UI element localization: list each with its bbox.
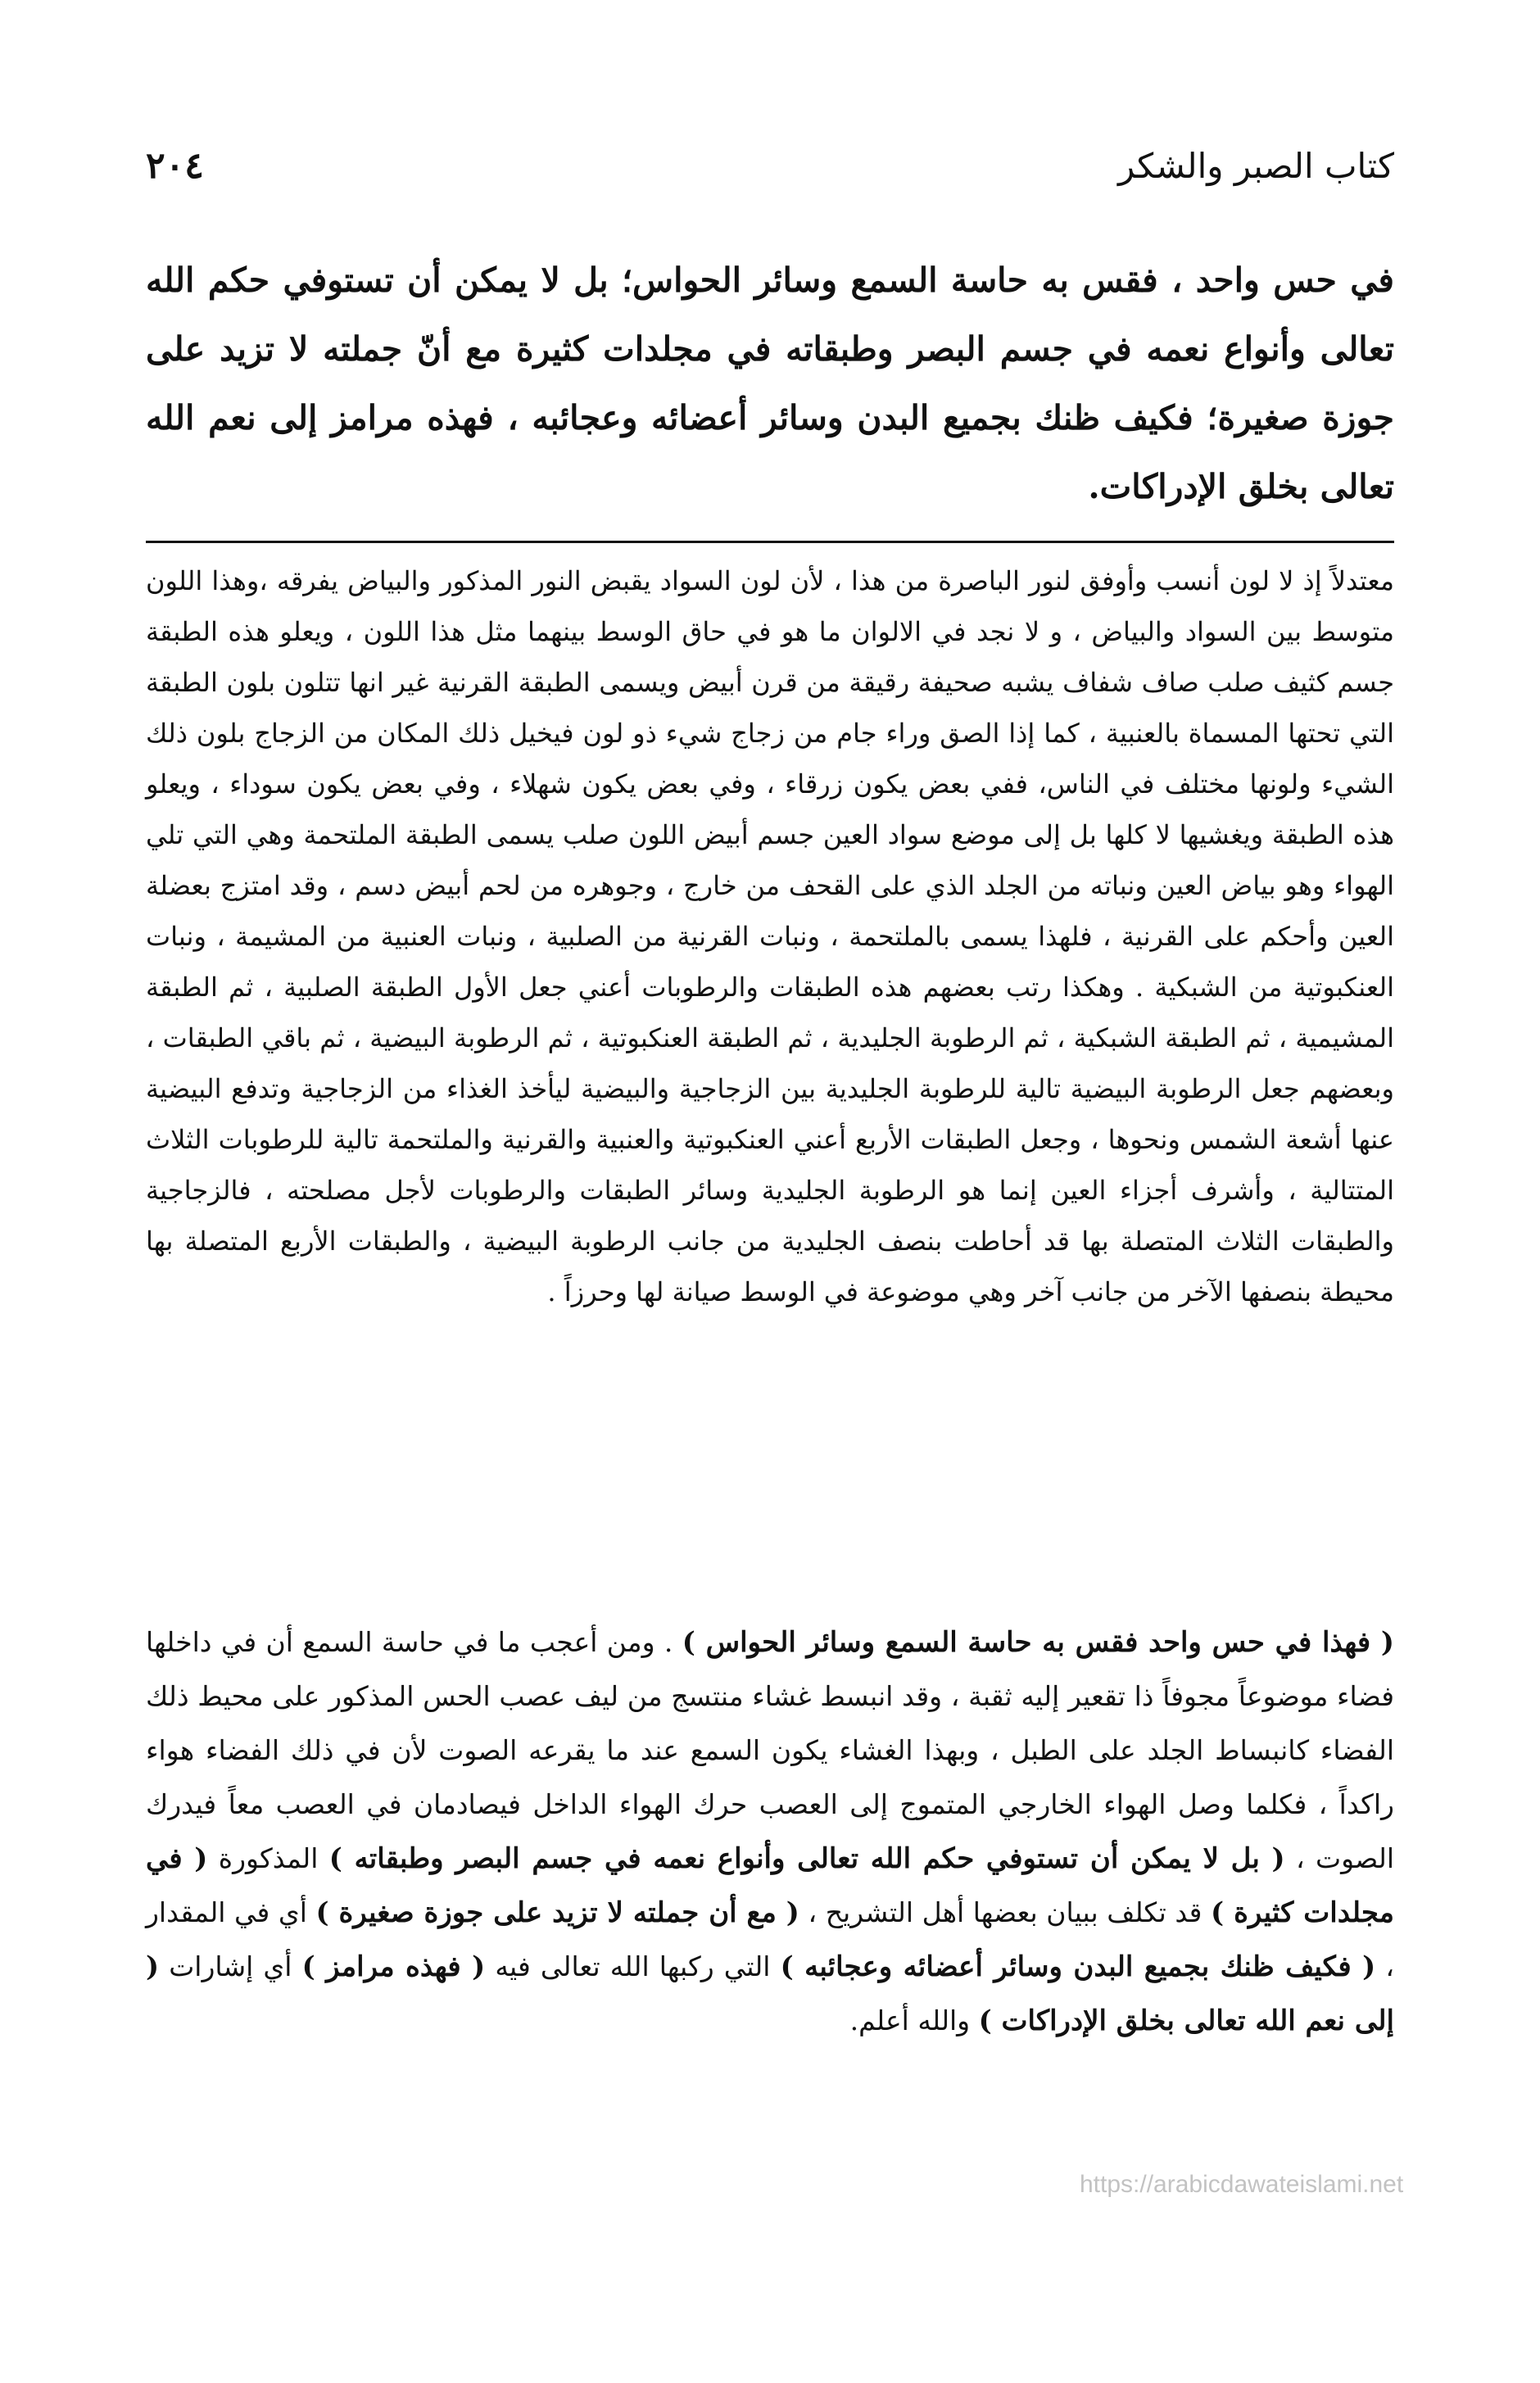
page-number: ٢٠٤ bbox=[146, 145, 204, 187]
quoted-matn: ( فهذا في حس واحد فقس به حاسة السمع وسائر الحواس ) bbox=[682, 1626, 1394, 1659]
quoted-matn: ( فهذه مرامز ) bbox=[301, 1950, 486, 1983]
book-title: كتاب الصبر والشكر bbox=[1117, 146, 1394, 186]
commentary-text bbox=[146, 1615, 1394, 2048]
footnote-text: معتدلاً إذ لا لون أنسب وأوفق لنور الباصرة من هذا ، لأن لون السواد يقبض النور المذكور والبياض يفرقه ،وهذا اللون متوسط بين السواد والبياض ، و لا نجد في الالوان ما هو في حاق الوسط بينهما مثل هذا اللون ، ويعلو هذه الطبقة جسم كثيف صلب صاف شفاف يشبه صحيفة رقيقة من قرن أبيض ويسمى الطبقة القرنية غير انها تتلون بلون الطبقة التي تحتها المسماة بالعنبية ، كما إذا الصق وراء جام من زجاج شيء ذو لون فيخيل ذلك المكان من الزجاج بلون ذلك الشيء ولونها مختلف في الناس، ففي بعض يكون زرقاء ، وفي بعض يكون شهلاء ، وفي بعض يكون سوداء ، ويعلو هذه الطبقة ويغشيها لا كلها بل إلى موضع سواد العين جسم أبيض اللون صلب يسمى الطبقة الملتحمة وهي التي تلي الهواء وهو بياض العين ونباته من الجلد الذي على القحف من خارج ، وجوهره من لحم أبيض دسم ، وقد امتزج بعضلة العين وأحكم على القرنية ، فلهذا يسمى بالملتحمة ، ونبات القرنية من الصلبية ، ونبات العنبية من المشيمة ، ونبات العنكبوتية من الشبكية . وهكذا رتب بعضهم هذه الطبقات والرطوبات أعني جعل الأول الطبقة الصلبية ، ثم الطبقة المشيمية ، ثم الطبقة الشبكية ، ثم الرطوبة الجليدية ، ثم الطبقة العنكبوتية ، ثم الرطوبة البيضية ، ثم باقي الطبقات ، وبعضهم جعل الرطوبة البيضية تالية للرطوبة الجليدية بين الزجاجية والبيضية ليأخذ الغذاء من الزجاجية وتدفع البيضية عنها أشعة الشمس ونحوها ، وجعل الطبقات الأربع أعني العنكبوتية والعنبية والقرنية والملتحمة تالية للرطوبات الثلاث المتتالية ، وأشرف أجزاء العين إنما هو الرطوبة الجليدية وسائر الطبقات والرطوبات لأجل مصلحته ، فالزجاجية والطبقات الثلاث المتصلة بها قد أحاطت بنصف الجليدية من جانب الرطوبة البيضية ، والطبقات الأربع المتصلة بها محيطة بنصفها الآخر من جانب آخر وهي موضوعة في الوسط صيانة لها وحرزاً . bbox=[146, 565, 1395, 1307]
commentary-segment: قد تكلف ببيان بعضها أهل التشريح ، bbox=[799, 1896, 1212, 1928]
commentary-segment: التي ركبها الله تعالى فيه bbox=[485, 1950, 781, 1982]
commentary-segment: المذكورة bbox=[207, 1842, 329, 1874]
commentary-segment: والله أعلم. bbox=[849, 2005, 979, 2036]
quoted-matn: ( بل لا يمكن أن تستوفي حكم الله تعالى وأنواع نعمه في جسم البصر وطبقاته ) bbox=[328, 1842, 1285, 1875]
quoted-matn: ( فكيف ظنك بجميع البدن وسائر أعضائه وعجائبه ) bbox=[780, 1950, 1376, 1983]
watermark-url: https://arabicdawateislami.net bbox=[1080, 2171, 1404, 2198]
quoted-matn: ( إلى نعم الله تعالى بخلق الإدراكات ) bbox=[146, 1950, 1394, 2037]
quoted-matn: ( مع أن جملته لا تزيد على جوزة صغيرة ) bbox=[315, 1896, 799, 1929]
footnote-divider bbox=[146, 541, 1394, 543]
main-text: في حس واحد ، فقس به حاسة السمع وسائر الحواس؛ بل لا يمكن أن تستوفي حكم الله تعالى وأنواع نعمه في جسم البصر وطبقاته في مجلدات كثيرة مع أنّ جملته لا تزيد على جوزة صغيرة؛ فكيف ظنك بجميع البدن وسائر أعضائه وعجائبه ، فهذه مرامز إلى نعم الله تعالى بخلق الإدراكات. bbox=[146, 260, 1394, 506]
commentary-segment: . ومن أعجب ما في حاسة السمع أن في داخلها فضاء موضوعاً مجوفاً ذا تقعير إليه ثقبة ، وقد انبسط غشاء منتسج من ليف عصب الحس المذكور على محيط ذلك الفضاء كانبساط الجلد على الطبل ، وبهذا الغشاء يكون السمع عند ما يقرعه الصوت لأن في ذلك الفضاء هواء راكداً ، فكلما وصل الهواء الخارجي المتموج إلى العصب حرك الهواء الداخل فيصادمان في العصب معاً فيدرك الصوت ، bbox=[146, 1626, 1394, 1874]
quoted-matn: ( في مجلدات كثيرة ) bbox=[146, 1842, 1394, 1929]
book-page bbox=[146, 0, 1404, 2383]
running-head bbox=[146, 138, 1394, 195]
commentary-segment: أي في المقدار ، bbox=[146, 1896, 1394, 1982]
commentary-segment: أي إشارات bbox=[159, 1950, 302, 1982]
